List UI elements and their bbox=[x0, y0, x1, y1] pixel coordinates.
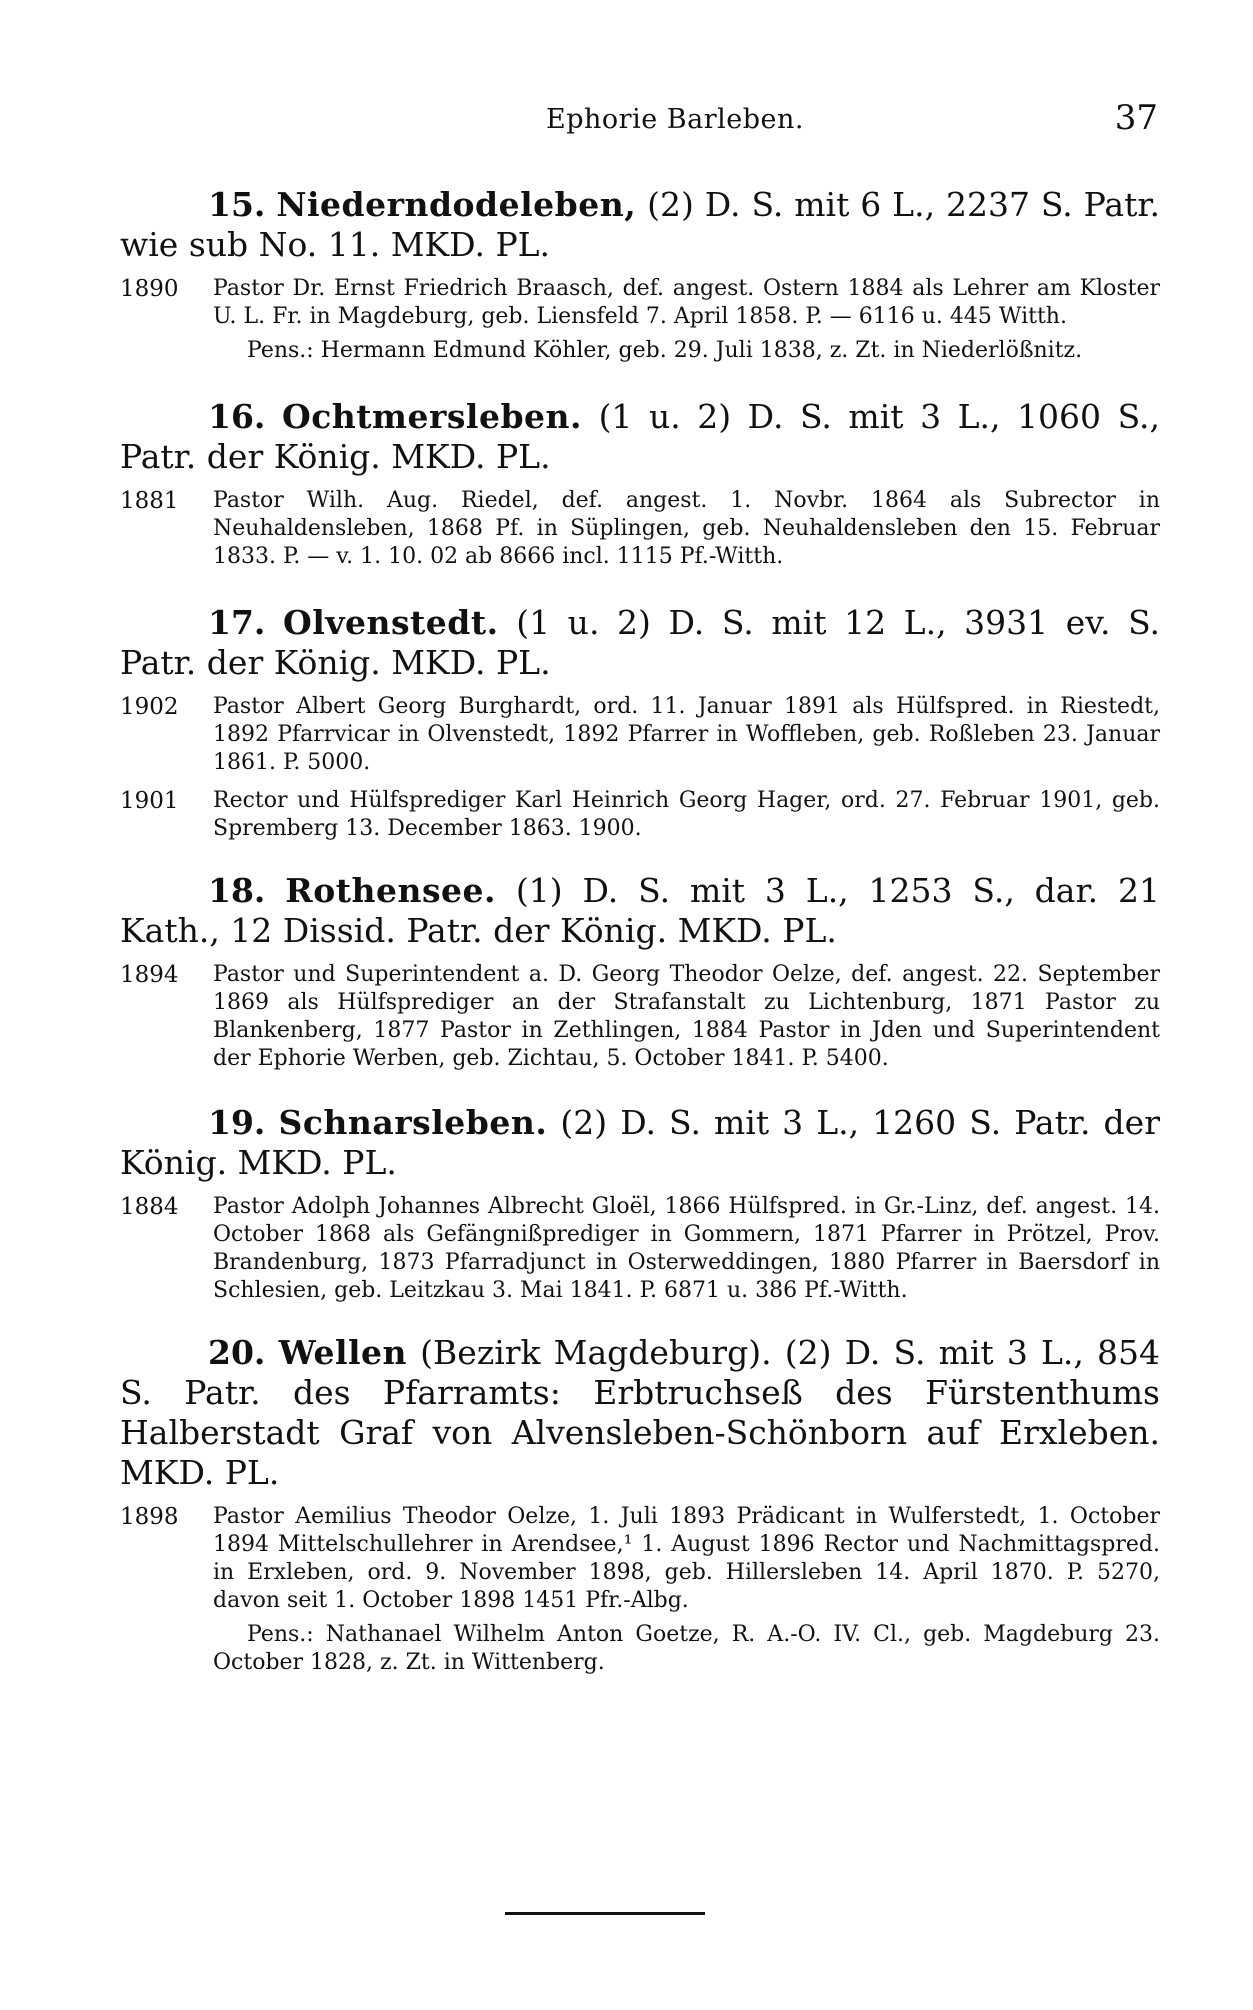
pensioner-note: Pens.: Hermann Edmund Köhler, geb. 29. Juli 1838, z. Zt. in Niederlößnitz. bbox=[247, 338, 1083, 363]
entry-year: 1890 bbox=[120, 276, 179, 302]
entry-text: Pastor Wilh. Aug. Riedel, def. angest. 1. Novbr. 1864 als Subrector in Neuhaldensleben, 1868 Pf. in Süplingen, geb. Neuhaldensleben den 15. Februar 1833. P. — v. 1. 10. 02 ab 8666 incl. 1115 Pf.-Witth. bbox=[213, 488, 1160, 569]
clergy-entry bbox=[120, 275, 1160, 331]
entry-year: 1894 bbox=[120, 962, 179, 988]
parish-details: (2) D. S. mit 6 L., 2237 S. Patr. wie sub No. 11. MKD. PL. bbox=[120, 185, 1160, 264]
parish-name: Wellen bbox=[278, 1333, 408, 1372]
clergy-entry bbox=[120, 787, 1160, 843]
parish-details: (1 u. 2) D. S. mit 3 L., 1060 S., Patr. der König. MKD. PL. bbox=[120, 397, 1160, 476]
parish-heading bbox=[120, 185, 1160, 265]
parish-name: Olvenstedt. bbox=[283, 603, 499, 642]
entry-text: Rector und Hülfsprediger Karl Heinrich Georg Hager, ord. 27. Februar 1901, geb. Spremberg 13. December 1863. 1900. bbox=[213, 788, 1160, 841]
parish-name: Rothensee. bbox=[285, 871, 497, 910]
parish-number: 17. bbox=[208, 603, 266, 642]
parish-details: (Bezirk Magdeburg). (2) D. S. mit 3 L., 854 S. Patr. des Pfarramts: Erbtruchseß des Fürstenthums Halberstadt Graf von Alvensleben-Schönborn auf Erxleben. MKD. PL. bbox=[120, 1333, 1160, 1492]
entry-year: 1901 bbox=[120, 788, 179, 814]
parish-heading bbox=[120, 603, 1160, 683]
parish-number: 19. bbox=[208, 1103, 266, 1142]
running-head bbox=[170, 98, 1180, 148]
entry-text: Pastor und Superintendent a. D. Georg Theodor Oelze, def. angest. 22. September 1869 als Hülfsprediger an der Strafanstalt zu Lichtenburg, 1871 Pastor zu Blankenberg, 1877 Pastor in Zethlingen, 1884 Pastor in Jden und Superintendent der Ephorie Werben, geb. Zichtau, 5. October 1841. P. 5400. bbox=[213, 962, 1160, 1071]
parish-entry bbox=[120, 1333, 1160, 1677]
parish-entry bbox=[120, 603, 1160, 843]
entry-year: 1898 bbox=[120, 1504, 179, 1530]
entry-year: 1902 bbox=[120, 694, 179, 720]
parish-name: Ochtmersleben. bbox=[281, 397, 583, 436]
parish-entry bbox=[120, 871, 1160, 1073]
parish-heading bbox=[120, 397, 1160, 477]
entry-year: 1884 bbox=[120, 1194, 179, 1220]
parish-number: 18. bbox=[208, 871, 266, 910]
parish-number: 15. bbox=[208, 185, 266, 224]
parish-number: 16. bbox=[208, 397, 266, 436]
parish-details: (1) D. S. mit 3 L., 1253 S., dar. 21 Kath., 12 Dissid. Patr. der König. MKD. PL. bbox=[120, 871, 1160, 950]
parish-name: Schnarsleben. bbox=[278, 1103, 548, 1142]
clergy-entry bbox=[120, 961, 1160, 1073]
parish-details: (1 u. 2) D. S. mit 12 L., 3931 ev. S. Patr. der König. MKD. PL. bbox=[120, 603, 1161, 682]
entry-text: Pastor Albert Georg Burghardt, ord. 11. Januar 1891 als Hülfspred. in Riestedt, 1892 Pfarrvicar in Olvenstedt, 1892 Pfarrer in Woffleben, geb. Roßleben 23. Januar 1861. P. 5000. bbox=[213, 694, 1160, 775]
entry-text: Pastor Adolph Johannes Albrecht Gloël, 1866 Hülfspred. in Gr.-Linz, def. angest. 14. October 1868 als Gefängnißprediger in Gommern, 1871 Pfarrer in Prötzel, Prov. Brandenburg, 1873 Pfarradjunct in Osterweddingen, 1880 Pfarrer in Baersdorf in Schlesien, geb. Leitzkau 3. Mai 1841. P. 6871 u. 386 Pf.-Witth. bbox=[213, 1194, 1160, 1303]
page-number: 37 bbox=[1114, 98, 1158, 138]
clergy-entry bbox=[120, 693, 1160, 777]
parish-entry bbox=[120, 185, 1160, 365]
parish-heading bbox=[120, 1333, 1160, 1493]
parish-number: 20. bbox=[208, 1333, 266, 1372]
parish-heading bbox=[120, 1103, 1160, 1183]
parish-details: (2) D. S. mit 3 L., 1260 S. Patr. der König. MKD. PL. bbox=[120, 1103, 1160, 1182]
entry-text: Pastor Aemilius Theodor Oelze, 1. Juli 1893 Prädicant in Wulferstedt, 1. October 1894 Mittelschullehrer in Arendsee,¹ 1. August 1896 Rector und Nachmittagspred. in Erxleben, ord. 9. November 1898, geb. Hillersleben 14. April 1870. P. 5270, davon seit 1. October 1898 1451 Pfr.-Albg. bbox=[213, 1504, 1160, 1613]
parish-name: Niederndodeleben, bbox=[276, 185, 637, 224]
end-rule bbox=[505, 1912, 705, 1915]
clergy-entry bbox=[120, 487, 1160, 571]
entry-text: Pastor Dr. Ernst Friedrich Braasch, def. angest. Ostern 1884 als Lehrer am Kloster U. L. Fr. in Magdeburg, geb. Liensfeld 7. April 1858. P. — 6116 u. 445 Witth. bbox=[213, 276, 1160, 329]
page-body bbox=[120, 185, 1160, 1677]
parish-entry bbox=[120, 1103, 1160, 1305]
parish-heading bbox=[120, 871, 1160, 951]
clergy-entry bbox=[120, 1193, 1160, 1305]
running-title: Ephorie Barleben. bbox=[546, 104, 804, 135]
parish-entry bbox=[120, 397, 1160, 571]
entry-year: 1881 bbox=[120, 488, 179, 514]
pensioner-note: Pens.: Nathanael Wilhelm Anton Goetze, R. A.-O. IV. Cl., geb. Magdeburg 23. October 1828, z. Zt. in Wittenberg. bbox=[213, 1622, 1160, 1675]
clergy-entry bbox=[120, 1503, 1160, 1615]
